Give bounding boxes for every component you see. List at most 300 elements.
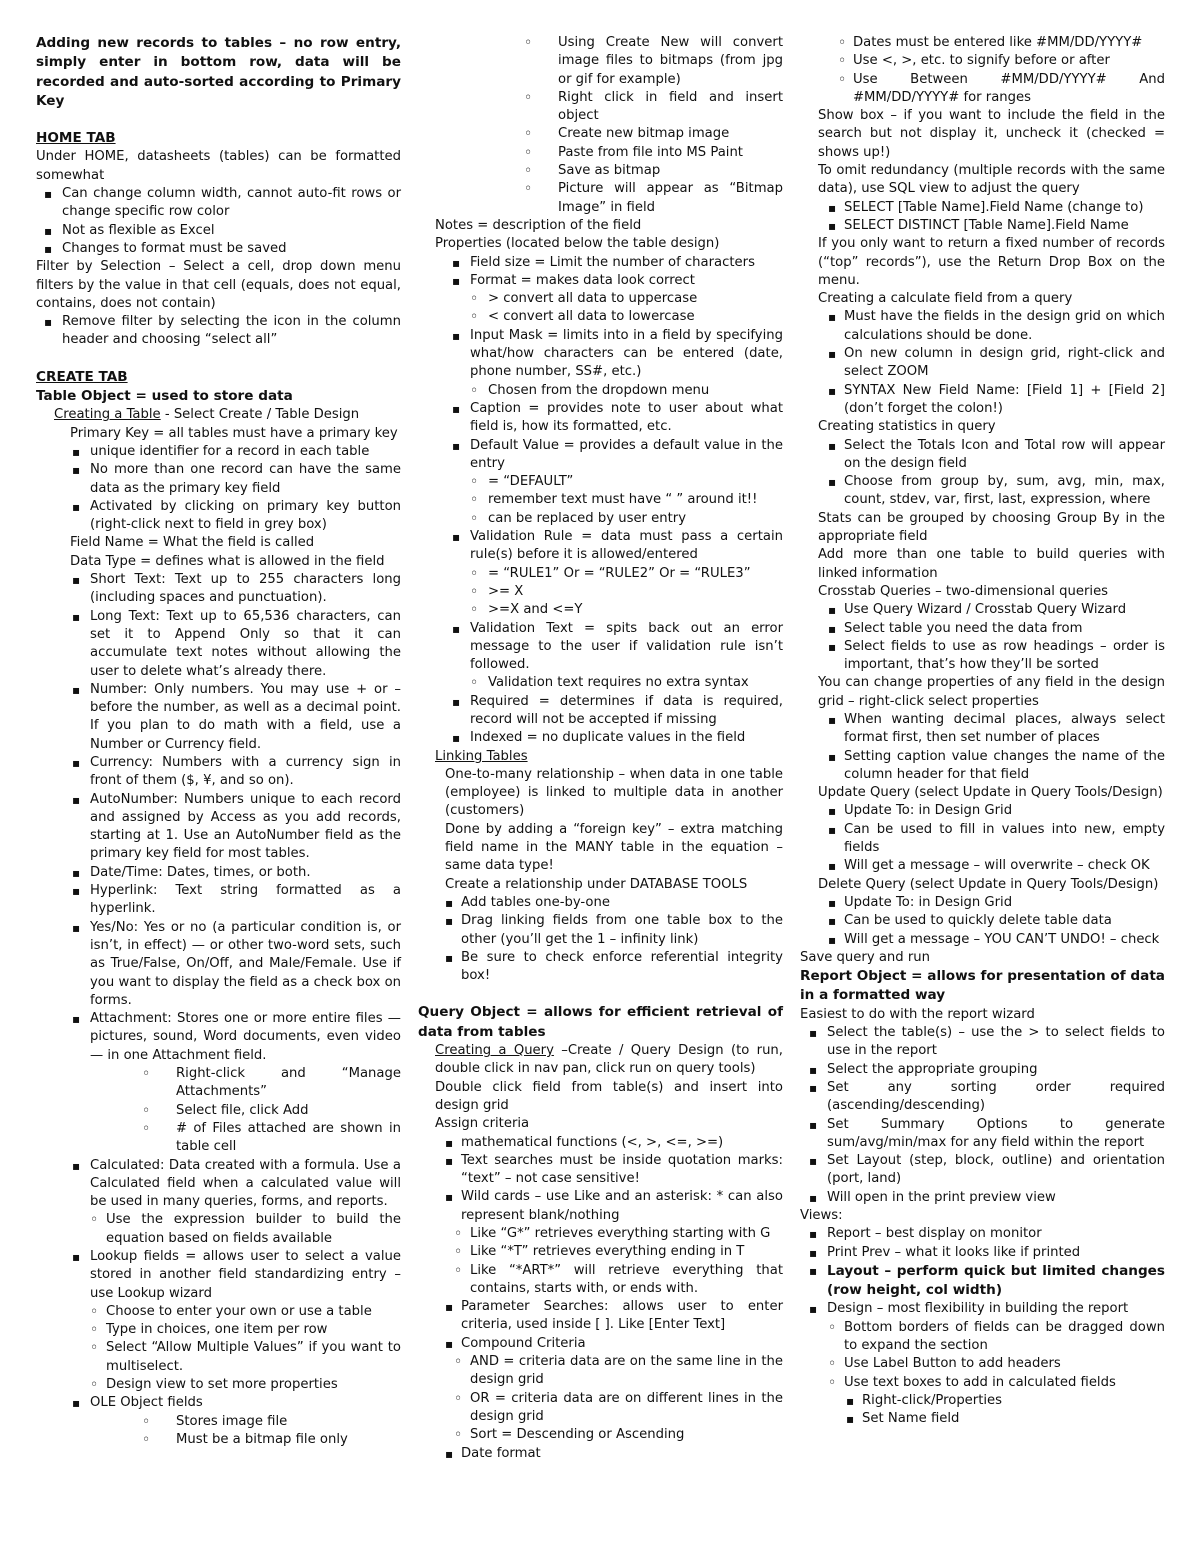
line-text: Setting caption value changes the name of the column header for that field	[844, 748, 1165, 782]
line-text: Use <, >, etc. to signify before or after	[853, 53, 1110, 69]
bullet-item	[418, 382, 783, 400]
line-text: Date format	[461, 1445, 541, 1461]
line-text: Select the table(s) – use the > to select fields to use in the report	[827, 1025, 1165, 1059]
square-bullet-icon	[828, 217, 836, 236]
line-text: Can be used to fill in values into new, empty fields	[844, 821, 1165, 856]
square-bullet-icon	[809, 1061, 817, 1080]
line-text: Select “Allow Multiple Values” if you want to multiselect.	[106, 1340, 401, 1374]
bullet-item	[36, 1413, 401, 1431]
line-text: Date/Time: Dates, times, or both.	[90, 864, 311, 880]
line-text: Chosen from the dropdown menu	[488, 382, 710, 398]
circle-bullet-icon	[838, 34, 846, 53]
square-bullet-icon	[846, 1410, 854, 1429]
line-text: Picture will appear as “Bitmap Image” in field	[558, 181, 783, 215]
bullet-item	[800, 711, 1165, 748]
line-text: remember text must have “ ” around it!!	[488, 492, 758, 508]
bullet-item	[800, 857, 1165, 875]
circle-bullet-icon	[454, 1426, 462, 1445]
bullet-item	[418, 510, 783, 528]
text-line	[418, 1042, 783, 1079]
square-bullet-icon	[809, 1300, 817, 1319]
text-line	[800, 583, 1165, 601]
line-text: Short Text: Text up to 255 characters long (including spaces and punctuation).	[90, 572, 401, 606]
square-bullet-icon	[72, 461, 80, 480]
line-text-continued: - Select Create / Table Design	[160, 407, 360, 423]
bullet-item	[418, 528, 783, 565]
bullet-item	[418, 437, 783, 474]
line-text: Right-click and “Manage Attachments”	[176, 1066, 401, 1100]
line-text: Creating statistics in query	[818, 419, 996, 435]
square-bullet-icon	[445, 894, 453, 913]
text-line	[36, 406, 401, 424]
circle-bullet-icon	[828, 1319, 836, 1338]
bullet-item	[36, 240, 401, 258]
bullet-item	[36, 1065, 401, 1102]
line-text: To omit redundancy (multiple records with the same data), use SQL view to adjust the query	[818, 163, 1165, 197]
line-text: Currency: Numbers with a currency sign in front of them ($, ¥, and so on).	[90, 754, 401, 789]
bullet-item	[36, 1431, 401, 1449]
bullet-item	[36, 791, 401, 864]
bullet-item	[418, 1353, 783, 1390]
bullet-item	[418, 674, 783, 692]
square-bullet-icon	[452, 254, 460, 273]
bullet-item	[800, 1374, 1165, 1392]
square-bullet-icon	[72, 571, 80, 590]
circle-bullet-icon	[524, 89, 532, 108]
section-heading	[36, 129, 401, 148]
line-text: Update To: in Design Grid	[844, 803, 1013, 819]
bullet-item	[418, 308, 783, 326]
square-bullet-icon	[828, 638, 836, 657]
line-text: Create new bitmap image	[558, 126, 730, 142]
bullet-item	[418, 693, 783, 730]
spacer	[418, 985, 783, 1003]
text-line	[800, 107, 1165, 162]
square-bullet-icon	[44, 185, 52, 204]
bullet-item	[418, 272, 783, 290]
line-text: When wanting decimal places, always select format first, then set number of places	[844, 711, 1165, 746]
bullet-item	[418, 583, 783, 601]
bullet-item	[800, 1061, 1165, 1079]
circle-bullet-icon	[470, 473, 478, 492]
bullet-item	[418, 125, 783, 143]
bullet-item	[36, 1211, 401, 1248]
bullet-item	[418, 1390, 783, 1427]
square-bullet-icon	[828, 912, 836, 931]
text-line	[36, 553, 401, 571]
bullet-item	[800, 821, 1165, 858]
square-bullet-icon	[72, 608, 80, 627]
line-text: Validation Rule = data must pass a certain rule(s) before it is allowed/entered	[470, 529, 783, 563]
line-text: Text searches must be inside quotation marks: “text” – not case sensitive!	[461, 1152, 783, 1187]
circle-bullet-icon	[142, 1065, 150, 1084]
line-text: Crosstab Queries – two-dimensional queries	[818, 583, 1109, 599]
line-text: Primary Key = all tables must have a primary key	[70, 425, 398, 441]
square-bullet-icon	[828, 857, 836, 876]
bullet-item	[800, 931, 1165, 949]
square-bullet-icon	[72, 1394, 80, 1413]
circle-bullet-icon	[90, 1339, 98, 1358]
square-bullet-icon	[452, 729, 460, 748]
line-text: Set Name field	[862, 1411, 960, 1427]
square-bullet-icon	[828, 601, 836, 620]
column-right	[800, 34, 1165, 1429]
bullet-item	[418, 729, 783, 747]
square-bullet-icon	[828, 931, 836, 950]
square-bullet-icon	[72, 681, 80, 700]
line-text: Adding new records to tables – no row entry, simply enter in bottom row, data will be recorded and auto-sorted according to Primary Key	[36, 35, 401, 109]
text-line	[36, 425, 401, 443]
bullet-item	[418, 290, 783, 308]
bullet-item	[800, 199, 1165, 217]
square-bullet-icon	[445, 912, 453, 931]
bullet-item	[800, 382, 1165, 419]
line-text: >= X	[488, 583, 524, 599]
line-text: Under HOME, datasheets (tables) can be formatted somewhat	[36, 149, 401, 183]
square-bullet-icon	[828, 821, 836, 840]
square-bullet-icon	[828, 620, 836, 639]
text-line	[800, 418, 1165, 436]
line-text: Default Value = provides a default value in the entry	[470, 437, 783, 471]
bullet-item	[418, 473, 783, 491]
line-text: Compound Criteria	[461, 1335, 586, 1351]
text-line	[800, 1006, 1165, 1024]
bullet-item	[418, 949, 783, 986]
circle-bullet-icon	[90, 1376, 98, 1395]
square-bullet-icon	[44, 240, 52, 259]
square-bullet-icon	[445, 1445, 453, 1464]
bullet-item	[800, 748, 1165, 785]
text-line	[800, 949, 1165, 967]
line-text: Query Object = allows for efficient retrieval of data from tables	[418, 1004, 783, 1040]
square-bullet-icon	[828, 748, 836, 767]
line-text: Report Object = allows for presentation of data in a formatted way	[800, 968, 1165, 1004]
text-line	[800, 784, 1165, 802]
bullet-item	[418, 601, 783, 619]
line-text: Set Layout (step, block, outline) and orientation (port, land)	[827, 1153, 1165, 1187]
text-line	[418, 235, 783, 253]
line-text: Required = determines if data is required, record will not be accepted if missing	[470, 693, 783, 727]
line-text: Save query and run	[800, 949, 930, 965]
line-text: Will open in the print preview view	[827, 1189, 1056, 1205]
line-text: Stats can be grouped by choosing Group By in the appropriate field	[818, 510, 1165, 545]
line-text: CREATE TAB	[36, 368, 128, 385]
line-text: Double click field from table(s) and insert into design grid	[435, 1079, 783, 1113]
text-line	[418, 876, 783, 894]
bullet-item	[36, 571, 401, 608]
bullet-item	[418, 1152, 783, 1189]
bullet-item	[36, 1102, 401, 1120]
line-text: Remove filter by selecting the icon in the column header and choosing “select all”	[62, 314, 401, 348]
circle-bullet-icon	[470, 601, 478, 620]
line-text: No more than one record can have the same data as the primary key field	[90, 462, 401, 496]
line-text: On new column in design grid, right-click and select ZOOM	[844, 346, 1165, 380]
line-text: Use Between #MM/DD/YYYY# And #MM/DD/YYYY# for ranges	[853, 71, 1165, 105]
circle-bullet-icon	[470, 308, 478, 327]
bullet-item	[800, 894, 1165, 912]
line-text: >=X and <=Y	[488, 602, 583, 618]
bullet-item	[800, 34, 1165, 52]
square-bullet-icon	[828, 473, 836, 492]
text-line	[418, 748, 783, 766]
line-text: Report – best display on monitor	[827, 1226, 1042, 1242]
bullet-item	[800, 345, 1165, 382]
bullet-item	[800, 437, 1165, 474]
line-text: Field Name = What the field is called	[70, 535, 315, 551]
bullet-item	[36, 864, 401, 882]
spacer	[36, 111, 401, 129]
bullet-item	[800, 1189, 1165, 1207]
line-text: Set Summary Options to generate sum/avg/min/max for any field within the report	[827, 1116, 1165, 1150]
line-text: AND = criteria data are on the same line in the design grid	[470, 1354, 783, 1388]
square-bullet-icon	[828, 345, 836, 364]
line-text: Views:	[800, 1208, 843, 1223]
line-text: Drag linking fields from one table box to the other (you’ll get the 1 – infinity link)	[461, 913, 783, 947]
square-bullet-icon	[445, 1152, 453, 1171]
line-text: > convert all data to uppercase	[488, 291, 698, 307]
bullet-item	[418, 1134, 783, 1152]
square-bullet-icon	[445, 1335, 453, 1354]
circle-bullet-icon	[90, 1321, 98, 1340]
square-bullet-icon	[828, 894, 836, 913]
square-bullet-icon	[809, 1024, 817, 1043]
bullet-item	[418, 1225, 783, 1243]
circle-bullet-icon	[142, 1431, 150, 1450]
line-text: Yes/No: Yes or no (a particular condition is, or isn’t, in effect) — or other two-word sets, such as True/False, On/Off, and Male/Female. Use if you want to display the field as a check box on forms.	[90, 919, 401, 1008]
line-text: Table Object = used to store data	[36, 388, 293, 405]
square-bullet-icon	[452, 620, 460, 639]
bullet-item	[800, 1392, 1165, 1410]
square-bullet-icon	[828, 308, 836, 327]
square-bullet-icon	[846, 1392, 854, 1411]
line-text: Will get a message – YOU CAN’T UNDO! – check	[844, 931, 1160, 947]
bullet-item	[36, 681, 401, 754]
text-line	[36, 258, 401, 313]
line-text: Calculated: Data created with a formula. Use a Calculated field when a calculated value will be used in many queries, forms, and reports.	[90, 1157, 401, 1210]
bullet-item	[800, 308, 1165, 345]
bullet-item	[800, 912, 1165, 930]
line-text: Create a relationship under DATABASE TOOLS	[445, 876, 748, 892]
line-text: Filter by Selection – Select a cell, drop down menu filters by the value in that cell (equals, does not equal, contains, does not contain)	[36, 259, 401, 311]
circle-bullet-icon	[454, 1390, 462, 1409]
line-text: Must be a bitmap file only	[176, 1431, 348, 1447]
bullet-item	[36, 222, 401, 240]
bullet-item	[36, 882, 401, 919]
line-text: Validation Text = spits back out an error message to the user if validation rule isn’t followed.	[470, 620, 783, 673]
text-line	[800, 546, 1165, 583]
bullet-item	[36, 498, 401, 535]
circle-bullet-icon	[524, 144, 532, 163]
square-bullet-icon	[828, 802, 836, 821]
bullet-item	[800, 1319, 1165, 1356]
line-text: Like “*T” retrieves everything ending in T	[470, 1244, 745, 1260]
bullet-item	[800, 52, 1165, 70]
text-line	[800, 510, 1165, 547]
line-text: Use Query Wizard / Crosstab Query Wizard	[844, 602, 1127, 618]
line-text: Data Type = defines what is allowed in the field	[70, 553, 385, 569]
line-text: unique identifier for a record in each table	[90, 443, 370, 459]
line-text: Right click in field and insert object	[558, 89, 783, 124]
line-text: Format = makes data look correct	[470, 272, 695, 288]
line-text: Like “*ART*” will retrieve everything that contains, starts with, or ends with.	[470, 1262, 783, 1296]
square-bullet-icon	[72, 443, 80, 462]
line-text: Number: Only numbers. You may use + or – before the number, as well as a decimal point. If you plan to do math with a field, use a Number or Currency field.	[90, 681, 401, 752]
line-text: Select file, click Add	[176, 1102, 309, 1118]
line-text: Sort = Descending or Ascending	[470, 1427, 685, 1443]
circle-bullet-icon	[454, 1225, 462, 1244]
square-bullet-icon	[72, 791, 80, 810]
bullet-item	[418, 491, 783, 509]
bullet-item	[36, 313, 401, 350]
section-heading	[36, 368, 401, 387]
circle-bullet-icon	[470, 510, 478, 529]
line-text: = “RULE1” Or = “RULE2” Or = “RULE3”	[488, 565, 751, 581]
circle-bullet-icon	[470, 674, 478, 693]
column-middle	[418, 34, 783, 1463]
bullet-item	[36, 754, 401, 791]
square-bullet-icon	[72, 1010, 80, 1029]
bullet-item	[418, 1426, 783, 1444]
square-bullet-icon	[809, 1262, 817, 1281]
bullet-item	[418, 400, 783, 437]
bullet-item	[418, 1445, 783, 1463]
line-text: One-to-many relationship – when data in one table (employee) is linked to multiple data in another (customers)	[445, 766, 783, 819]
circle-bullet-icon	[470, 565, 478, 584]
line-text: Long Text: Text up to 65,536 characters, can set it to Append Only so that it can accumulate text notes without allowing the user to delete what’s already there.	[90, 608, 401, 679]
square-bullet-icon	[445, 1188, 453, 1207]
bullet-item	[418, 1188, 783, 1225]
bullet-item	[800, 217, 1165, 235]
line-text: Choose from group by, sum, avg, min, max, count, stdev, var, first, last, expression, where	[844, 474, 1165, 508]
circle-bullet-icon	[454, 1262, 462, 1281]
bullet-item	[418, 327, 783, 382]
circle-bullet-icon	[838, 52, 846, 71]
circle-bullet-icon	[142, 1413, 150, 1432]
section-heading	[800, 967, 1165, 1006]
text-line	[418, 217, 783, 235]
square-bullet-icon	[828, 437, 836, 456]
line-text: Show box – if you want to include the field in the search but not display it, uncheck it (checked = shows up!)	[818, 108, 1165, 160]
text-line	[418, 1115, 783, 1133]
line-text: Set any sorting order required (ascending/descending)	[827, 1079, 1165, 1114]
bullet-item	[800, 1152, 1165, 1189]
square-bullet-icon	[809, 1079, 817, 1098]
section-heading	[36, 34, 401, 111]
square-bullet-icon	[72, 882, 80, 901]
square-bullet-icon	[72, 864, 80, 883]
line-text: Attachment: Stores one or more entire files — pictures, sound, Word documents, even video — in one Attachment field.	[90, 1011, 401, 1063]
bullet-item	[36, 1303, 401, 1321]
line-text: Select the appropriate grouping	[827, 1061, 1038, 1077]
square-bullet-icon	[828, 199, 836, 218]
line-text: Will get a message – will overwrite – check OK	[844, 858, 1150, 874]
column-left	[36, 34, 401, 1449]
line-text: Dates must be entered like #MM/DD/YYYY#	[853, 35, 1143, 50]
bullet-item	[36, 443, 401, 461]
bullet-item	[36, 185, 401, 222]
bullet-item	[36, 1248, 401, 1303]
line-text: Wild cards – use Like and an asterisk: * can also represent blank/nothing	[461, 1189, 783, 1223]
line-text: Can be used to quickly delete table data	[844, 913, 1112, 929]
line-text: Use the expression builder to build the equation based on fields available	[106, 1212, 401, 1246]
bullet-item	[418, 620, 783, 675]
bullet-item	[800, 1024, 1165, 1061]
line-text: Right-click/Properties	[862, 1392, 1003, 1408]
bullet-item	[800, 601, 1165, 619]
square-bullet-icon	[452, 437, 460, 456]
line-text: Done by adding a “foreign key” – extra matching field name in the MANY table in the equation – same data type!	[445, 821, 783, 874]
section-heading	[418, 1003, 783, 1042]
line-text: Properties (located below the table design)	[435, 236, 720, 252]
square-bullet-icon	[809, 1225, 817, 1244]
circle-bullet-icon	[838, 71, 846, 90]
circle-bullet-icon	[828, 1355, 836, 1374]
square-bullet-icon	[445, 1134, 453, 1153]
square-bullet-icon	[72, 1157, 80, 1176]
bullet-item	[418, 34, 783, 89]
line-text: Activated by clicking on primary key button (right-click next to field in grey box)	[90, 498, 401, 533]
square-bullet-icon	[809, 1189, 817, 1208]
circle-bullet-icon	[142, 1120, 150, 1139]
line-text: Add tables one-by-one	[461, 894, 610, 910]
bullet-item	[800, 473, 1165, 510]
bullet-item	[800, 1244, 1165, 1262]
bullet-item	[800, 1262, 1165, 1301]
line-text: Like “G*” retrieves everything starting with G	[470, 1226, 771, 1241]
square-bullet-icon	[828, 711, 836, 730]
line-text: Bottom borders of fields can be dragged down to expand the section	[844, 1319, 1165, 1354]
bullet-item	[418, 565, 783, 583]
line-text: Not as flexible as Excel	[62, 222, 215, 238]
line-text: Select table you need the data from	[844, 620, 1083, 636]
line-text: Use text boxes to add in calculated fields	[844, 1374, 1116, 1390]
text-line	[800, 876, 1165, 894]
circle-bullet-icon	[470, 491, 478, 510]
line-text: Design view to set more properties	[106, 1377, 338, 1393]
line-text: can be replaced by user entry	[488, 510, 687, 526]
circle-bullet-icon	[470, 382, 478, 401]
bullet-item	[800, 1079, 1165, 1116]
line-text: Validation text requires no extra syntax	[488, 675, 749, 691]
text-line	[800, 235, 1165, 290]
bullet-item	[800, 638, 1165, 675]
text-line	[800, 1207, 1165, 1225]
line-text: Easiest to do with the report wizard	[800, 1006, 1035, 1022]
line-text: Choose to enter your own or use a table	[106, 1303, 372, 1319]
bullet-item	[36, 608, 401, 681]
line-text: AutoNumber: Numbers unique to each record and assigned by Access as you add records, starting at 1. Use an AutoNumber field as the primary key field for most tables.	[90, 791, 401, 862]
line-text: OLE Object fields	[90, 1395, 203, 1411]
text-line	[418, 766, 783, 821]
square-bullet-icon	[445, 1298, 453, 1317]
line-text: HOME TAB	[36, 130, 116, 147]
bullet-item	[418, 254, 783, 272]
circle-bullet-icon	[524, 162, 532, 181]
bullet-item	[36, 919, 401, 1010]
square-bullet-icon	[809, 1152, 817, 1171]
line-text: = “DEFAULT”	[488, 474, 574, 490]
circle-bullet-icon	[524, 180, 532, 199]
bullet-item	[800, 1300, 1165, 1318]
line-text: Design – most flexibility in building the report	[827, 1301, 1129, 1317]
circle-bullet-icon	[90, 1303, 98, 1322]
line-text: SELECT DISTINCT [Table Name].Field Name	[844, 217, 1129, 233]
bullet-item	[800, 802, 1165, 820]
line-text: You can change properties of any field in the design grid – right-click select properties	[818, 675, 1165, 709]
square-bullet-icon	[72, 1248, 80, 1267]
text-line	[800, 674, 1165, 711]
bullet-item	[418, 1243, 783, 1261]
